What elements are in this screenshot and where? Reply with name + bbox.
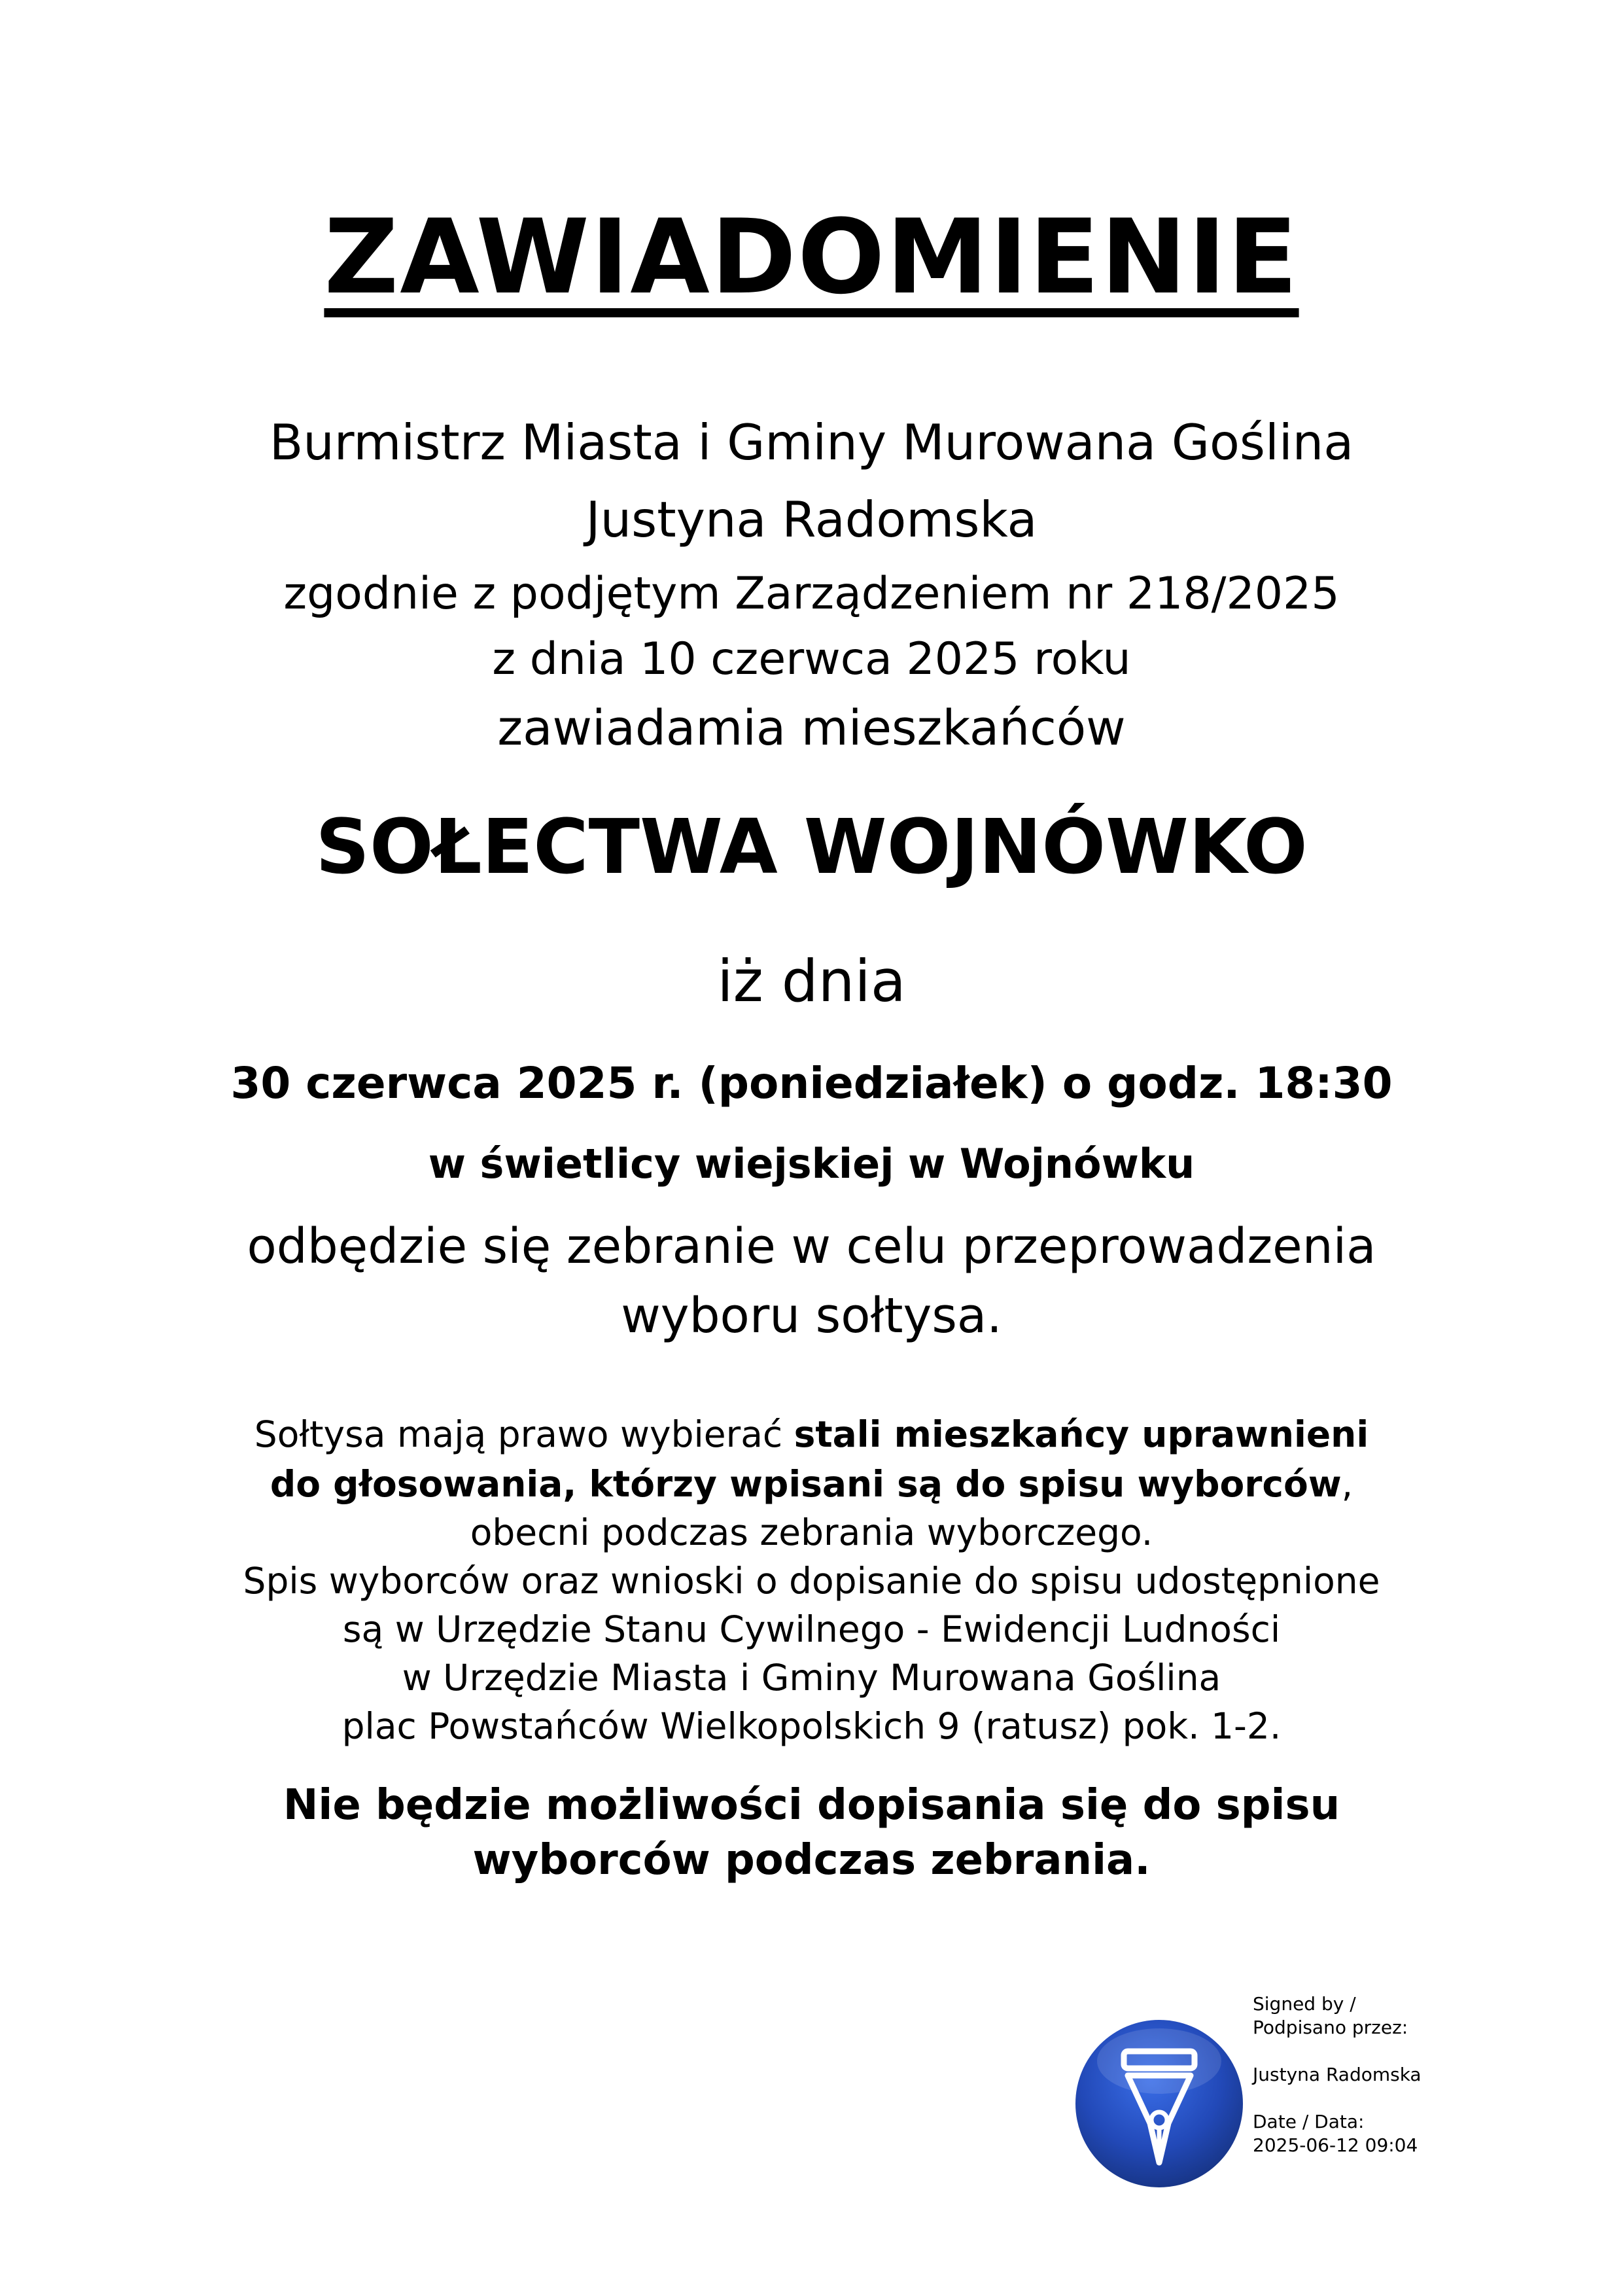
details-line1-normal: Sołtysa mają prawo wybierać [254,1413,794,1455]
meeting-purpose-line2: wyboru sołtysa. [621,1288,1002,1344]
details-line2-bold: do głosowania, którzy wpisani są do spisu wyborców [270,1463,1342,1505]
details-line3: obecni podczas zebrania wyborczego. [470,1511,1153,1553]
header-mayor-name: Justyna Radomska [585,491,1038,548]
signature-details [1253,1992,1422,2157]
fountain-pen-seal-icon [1073,2015,1246,2192]
details-line2-normal: , [1341,1463,1353,1505]
signed-by-label-line2: Podpisano przez: [1253,2017,1408,2038]
signature-date-value: 2025-06-12 09:04 [1253,2134,1418,2156]
meeting-date: 30 czerwca 2025 r. (poniedziałek) o godz. 18:30 [230,1058,1393,1108]
header-notify: zawiadamia mieszkańców [497,700,1126,756]
warning-line1: Nie będzie możliwości dopisania się do spisu [283,1781,1340,1829]
details-line1 [0,1413,1623,1455]
document-title-text: ZAWIADOMIENIE [324,198,1299,317]
document-title [0,198,1623,317]
signer-name: Justyna Radomska [1253,2064,1422,2085]
electronic-signature [1073,1992,1465,2189]
meeting-place: w świetlicy wiejskiej w Wojnówku [428,1140,1195,1188]
details-line2 [0,1463,1623,1505]
details-line6: w Urzędzie Miasta i Gminy Murowana Goślina [402,1657,1221,1699]
signature-date-label: Date / Data: [1253,2111,1365,2132]
header-ordinance: zgodnie z podjętym Zarządzeniem nr 218/2025 [283,568,1340,620]
details-line1-bold: stali mieszkańcy uprawnieni [794,1413,1369,1455]
meeting-purpose-line1: odbędzie się zebranie w celu przeprowadzenia [247,1218,1376,1275]
details-line7: plac Powstańców Wielkopolskich 9 (ratusz) pok. 1-2. [341,1705,1282,1747]
warning-line2: wyborców podczas zebrania. [472,1836,1151,1884]
details-line4: Spis wyborców oraz wnioski o dopisanie do spisu udostępnione [243,1560,1380,1602]
intro-text: iż dnia [717,947,906,1015]
header-ordinance-date: z dnia 10 czerwca 2025 roku [492,633,1131,685]
details-line5: są w Urzędzie Stanu Cywilnego - Ewidencji Ludności [342,1608,1281,1650]
village-name: SOŁECTWA WOJNÓWKO [315,804,1308,891]
signed-by-label-line1: Signed by / [1253,1993,1356,2015]
header-mayor-office: Burmistrz Miasta i Gminy Murowana Goślina [269,414,1354,471]
